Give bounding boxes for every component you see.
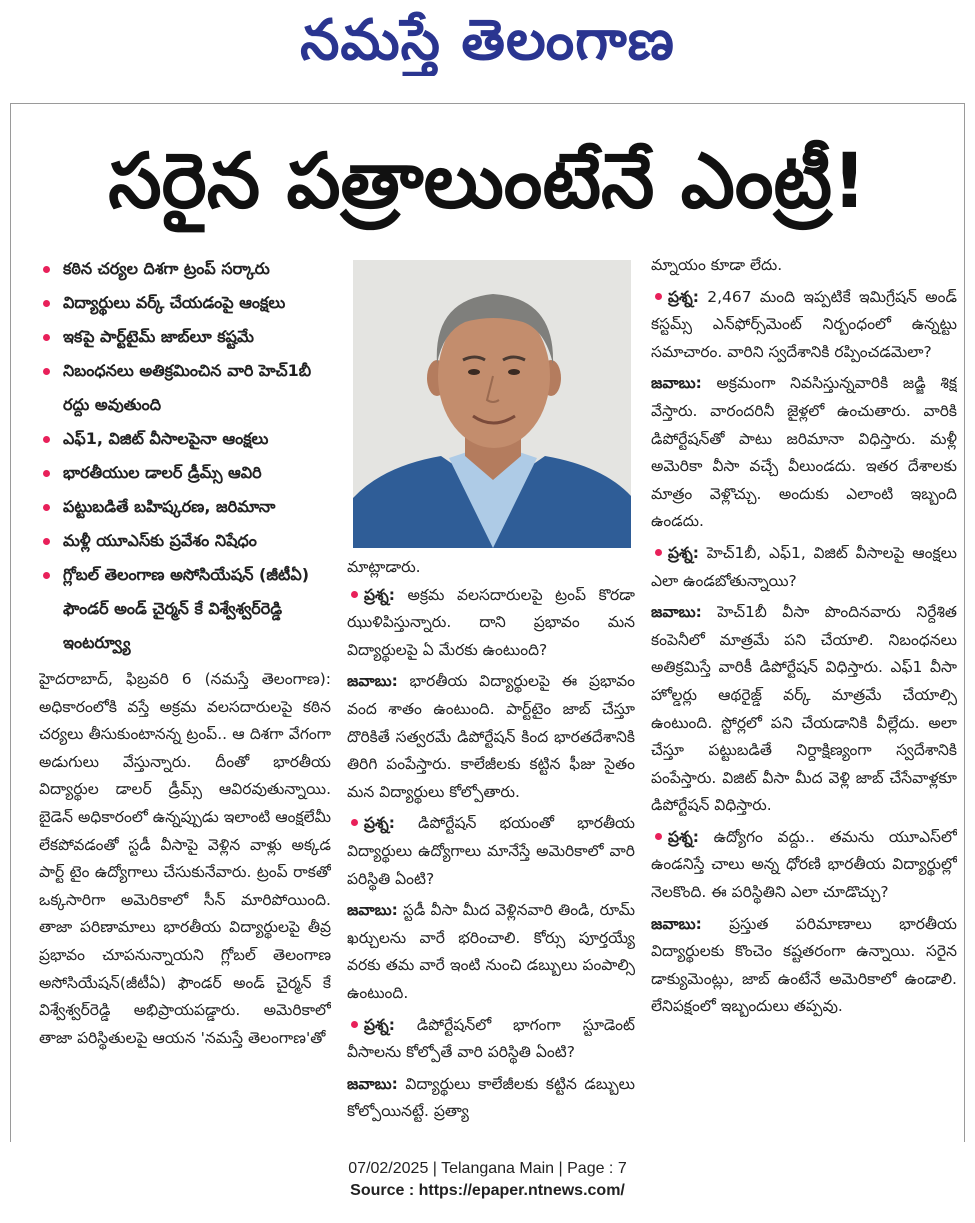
- bullet-dot-icon: [43, 572, 50, 579]
- intro-continuation: మాట్లాడారు.: [347, 558, 421, 576]
- question: [347, 810, 635, 893]
- question-text: డిపోర్టేషన్‌లో భాగంగా స్టూడెంట్ వీసాలను కోల్పోతే వారి పరిస్థితి ఏంటి?: [347, 1015, 635, 1062]
- question-label: ప్రశ్న:: [668, 287, 699, 306]
- question-text: హెచ్1బీ, ఎఫ్1, విజిట్ వీసాలపై ఆంక్షలు ఎలా ఉండబోతున్నాయి?: [651, 543, 957, 590]
- middle-column: [347, 252, 635, 1140]
- bullet-dot-icon: [351, 1021, 358, 1028]
- bullet-dot-icon: [43, 300, 50, 307]
- qa-item: [651, 824, 957, 1021]
- question-label: ప్రశ్న:: [668, 543, 699, 562]
- question: [651, 284, 957, 367]
- highlight-item: మళ్లీ యూఎస్‌కు ప్రవేశం నిషేధం: [39, 524, 331, 558]
- portrait-photo: [353, 260, 631, 548]
- bullet-dot-icon: [655, 833, 662, 840]
- answer-label: జవాబు:: [651, 374, 702, 393]
- answer: [651, 911, 957, 1021]
- bullet-dot-icon: [43, 334, 50, 341]
- bullet-dot-icon: [43, 470, 50, 477]
- masthead-logo: నమస్తే తెలంగాణ: [300, 8, 675, 73]
- highlight-item: విద్యార్థులు వర్క్ చేయడంపై ఆంక్షలు: [39, 286, 331, 320]
- bullet-dot-icon: [43, 368, 50, 375]
- highlight-item: భారతీయుల డాలర్ డ్రీమ్స్ ఆవిరి: [39, 456, 331, 490]
- left-column: [39, 252, 331, 1140]
- bullet-dot-icon: [351, 819, 358, 826]
- right-eye: [508, 369, 520, 375]
- highlights-list: [39, 252, 331, 660]
- highlight-item: గ్లోబల్ తెలంగాణ అసోసియేషన్ (జీటీఏ) ఫౌండర్ అండ్ చైర్మన్ కే విశ్వేశ్వర్‌రెడ్డి ఇంటర్వ్యూ: [39, 558, 331, 660]
- left-eye: [468, 369, 480, 375]
- bullet-dot-icon: [43, 436, 50, 443]
- question-text: అక్రమ వలసదారులపై ట్రంప్ కొరడా ఝుళిపిస్తున్నారు. దాని ప్రభావం మన విద్యార్థులపై ఏ మేరకు ఉంటుంది?: [347, 585, 635, 659]
- answer: [347, 1071, 635, 1126]
- headline: [21, 122, 954, 240]
- right-column: [651, 252, 957, 1140]
- headline-text: సరైన పత్రాలుంటేనే ఎంట్రీ!: [108, 136, 867, 225]
- qa-item: [347, 582, 635, 807]
- bullet-dot-icon: [43, 504, 50, 511]
- answer-label: జవాబు:: [347, 1074, 398, 1093]
- edition-info: 07/02/2025 | Telangana Main | Page : 7: [348, 1160, 627, 1177]
- qa-item: [347, 810, 635, 1007]
- highlight-item: ఇకపై పార్ట్‌టైమ్ జాబ్‌లూ కష్టమే: [39, 320, 331, 354]
- question-text: 2,467 మంది ఇప్పటికే ఇమిగ్రేషన్ అండ్ కస్టమ్స్ ఎన్‌ఫోర్స్‌మెంట్ నిర్బంధంలో ఉన్నట్టు సమాచారం. వారిని స్వదేశానికి రప్పించడమెలా?: [651, 287, 957, 361]
- portrait-svg: [353, 260, 631, 548]
- answer-label: జవాబు:: [651, 603, 702, 622]
- bullet-dot-icon: [655, 549, 662, 556]
- highlight-item: పట్టుబడితే బహిష్కరణ, జరిమానా: [39, 490, 331, 524]
- article: [10, 103, 965, 1142]
- answer-label: జవాబు:: [651, 914, 702, 933]
- question: [651, 824, 957, 907]
- answer-text: భారతీయ విద్యార్థులపై ఈ ప్రభావం వంద శాతం ఉంటుంది. పార్ట్‌టైం జాబ్ చేస్తూ దొరికితే సత్వరమే డిపోర్టేషన్ కింద భారతదేశానికి తిరిగి పంపేస్తారు. కాలేజీలకు కట్టిన ఫీజు సైతం మన విద్యార్థులు కోల్పోతారు.: [347, 672, 635, 801]
- answer-text: ప్రస్తుత పరిమాణాలు భారతీయ విద్యార్థులకు కొంచెం కష్టతరంగా ఉన్నాయి. సరైన డాక్యుమెంట్లు, జాబ్ ఉంటేనే అమెరికాలో ఉండాలి. లేనిపక్షంలో ఇబ్బందులు తప్పవు.: [651, 914, 957, 1016]
- qa-item: [651, 284, 957, 536]
- question-label: ప్రశ్న:: [364, 585, 395, 604]
- bullet-dot-icon: [655, 293, 662, 300]
- bullet-dot-icon: [43, 538, 50, 545]
- intro-paragraph: హైదరాబాద్, ఫిబ్రవరి 6 (నమస్తే తెలంగాణ): అధికారంలోకి వస్తే అక్రమ వలసదారులపై కఠిన చర్యలు తీసుకుంటానన్న ట్రంప్.. ఆ దిశగా వేగంగా అడుగులు వేస్తున్నారు. దీంతో భారతీయ విద్యార్థుల డాలర్ డ్రీమ్స్ ఆవిరవుతున్నాయి. బైడెన్ అధికారంలో ఉన్నప్పుడు ఇలాంటి ఆంక్షలేమీ లేకపోవడంతో స్టడీ వీసాపై వెళ్లిన వాళ్లు అక్కడ పార్ట్ టైం ఉద్యోగాలు చేసుకునేవారు. ట్రంప్ రాకతో ఒక్కసారిగా అమెరికాలో సీన్ మారిపోయింది. తాజా పరిణామాలు భారతీయ విద్యార్థులపై తీవ్ర ప్రభావం చూపనున్నాయని గ్లోబల్ తెలంగాణ అసోసియేషన్(జీటీఏ) ఫౌండర్ అండ్ చైర్మన్ కే విశ్వేశ్వర్‌రెడ్డి అభిప్రాయపడ్డారు. అమెరికాలో తాజా పరిస్థితులపై ఆయన 'నమస్తే తెలంగాణ'తో: [39, 670, 331, 1047]
- answer-label: జవాబు:: [347, 901, 398, 920]
- answer-label: జవాబు:: [347, 672, 398, 691]
- answer-continuation: మ్నాయం కూడా లేదు.: [651, 256, 783, 274]
- answer: [651, 599, 957, 820]
- answer-text: హెచ్1బీ వీసా పొందినవారు నిర్దేశిత కంపెనీలో మాత్రమే పని చేయాలి. నిబంధనలు అతిక్రమిస్తే వారికీ డిపోర్టేషన్ విధిస్తారు. ఎఫ్1 వీసా హోల్డర్లు ఆథరైజ్డ్ వర్క్ మాత్రమే చేయాల్సి ఉంటుంది. స్టోర్లలో పని చేయడానికి వీల్లేదు. అలా చేస్తూ పట్టుబడితే నిర్దాక్షిణ్యంగా స్వదేశానికి పంపేస్తారు. విజిట్ వీసా మీద వెళ్లి జాబ్ చేసేవాళ్లకూ డిపోర్టేషన్ విధిస్తారు.: [651, 603, 957, 815]
- answer-text: అక్రమంగా నివసిస్తున్నవారికి జడ్జి శిక్ష వేస్తారు. వారందరినీ జైళ్లలో ఉంచుతారు. వారికి డిపోర్టేషన్‌తో పాటు జరిమానా విధిస్తారు. మళ్లీ అమెరికా వీసా వచ్చే వీలుండదు. ఇతర దేశాలకు మాత్రం వెళ్లొచ్చు. అందుకు ఎలాంటి ఇబ్బంది ఉండదు.: [651, 374, 957, 531]
- question-label: ప్రశ్న:: [364, 1015, 395, 1034]
- highlight-item: ఎఫ్1, విజిట్ వీసాలపైనా ఆంక్షలు: [39, 422, 331, 456]
- question: [651, 540, 957, 595]
- question-text: ఉద్యోగం వద్దు.. తమను యూఎస్‌లో ఉండనిస్తే చాలు అన్న ధోరణి భారతీయ విద్యార్థుల్లో నెలకొంది. ఈ పరిస్థితిని ఎలా చూడొచ్చు?: [651, 827, 957, 902]
- masthead: [0, 6, 975, 76]
- answer-text: విద్యార్థులు కాలేజీలకు కట్టిన డబ్బులు కోల్పోయినట్టే. ప్రత్యా: [347, 1074, 635, 1121]
- highlight-item: కఠిన చర్యల దిశగా ట్రంప్ సర్కారు: [39, 252, 331, 286]
- question-label: ప్రశ్న:: [668, 827, 699, 846]
- answer-text: స్టడీ వీసా మీద వెళ్లినవారి తిండి, రూమ్ ఖర్చులను వారే భరించాలి. కోర్సు పూర్తయ్యే వరకు తమ వారే ఇంటి నుంచి డబ్బులు పంపాల్సి ఉంటుంది.: [347, 901, 635, 1002]
- source-line: Source : https://epaper.ntnews.com/: [350, 1182, 625, 1199]
- answer: [651, 370, 957, 536]
- question: [347, 582, 635, 665]
- bullet-dot-icon: [43, 266, 50, 273]
- qa-item: [347, 1012, 635, 1126]
- qa-item: [651, 540, 957, 820]
- footer: [0, 1158, 975, 1202]
- question-label: ప్రశ్న:: [364, 814, 395, 833]
- highlight-item: నిబంధనలు అతిక్రమించిన వారి హెచ్1బీ రద్దు అవుతుంది: [39, 354, 331, 422]
- answer: [347, 897, 635, 1007]
- bullet-dot-icon: [351, 591, 358, 598]
- question-text: డిపోర్టేషన్ భయంతో భారతీయ విద్యార్థులు ఉద్యోగాలు మానేస్తే అమెరికాలో వారి పరిస్థితి ఏంటి?: [347, 814, 635, 888]
- question: [347, 1012, 635, 1067]
- answer: [347, 668, 635, 806]
